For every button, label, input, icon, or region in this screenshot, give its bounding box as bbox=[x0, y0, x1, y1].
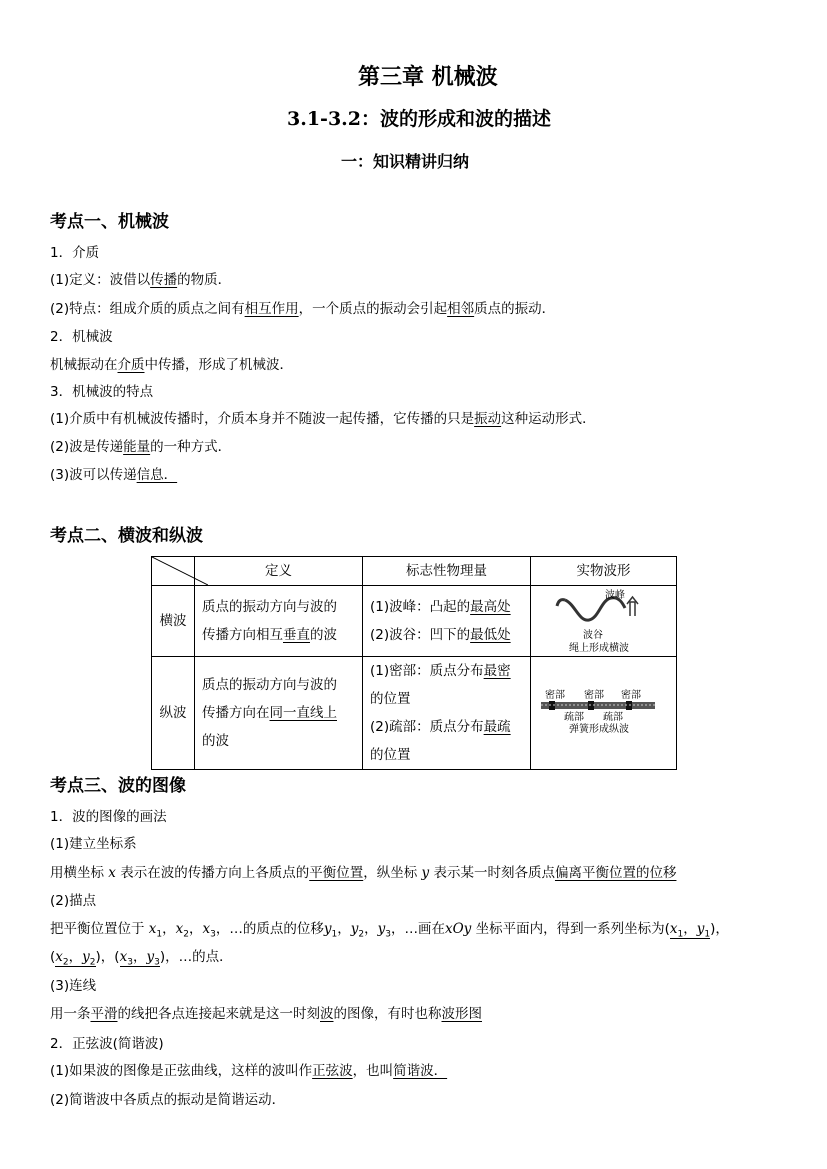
longitudinal-caption: 弹簧形成纵波 bbox=[569, 724, 629, 735]
definition-cell: 质点的振动方向与波的 传播方向相互垂直的波 bbox=[195, 586, 363, 657]
kp1-line: (1)介质中有机械波传播时，介质本身并不随波一起传播，它传播的只是振动这种运动形式． bbox=[50, 411, 596, 427]
kp3-line: (2)描点 bbox=[50, 893, 97, 909]
row-label: 纵波 bbox=[152, 657, 195, 770]
kp3-line: (2)简谐波中各质点的振动是简谐运动． bbox=[50, 1092, 286, 1108]
kp1-heading: 考点一、机械波 bbox=[50, 212, 169, 232]
chapter-title: 第三章 机械波 bbox=[358, 64, 498, 90]
kp1-line: 2．机械波 bbox=[50, 329, 113, 345]
transverse-wave-figure bbox=[531, 586, 677, 657]
kp3-line: (3)连线 bbox=[50, 978, 97, 994]
peak-label: 波峰 bbox=[605, 590, 625, 601]
kp3-line: 2．正弦波(简谐波) bbox=[50, 1036, 164, 1052]
table-header: 标志性物理量 bbox=[363, 557, 531, 586]
table-corner-cell bbox=[152, 557, 195, 586]
longitudinal-wave-figure bbox=[531, 657, 677, 770]
sparse-label: 疏部 bbox=[603, 712, 623, 723]
kp3-heading: 考点三、波的图像 bbox=[50, 776, 186, 796]
dense-label: 密部 bbox=[621, 690, 641, 701]
table-row bbox=[152, 586, 677, 657]
kp3-line: (1)建立坐标系 bbox=[50, 836, 137, 852]
rope-wave-illustration bbox=[531, 586, 664, 656]
table-header: 定义 bbox=[195, 557, 363, 586]
kp3-line: 1．波的图像的画法 bbox=[50, 809, 167, 825]
kp1-line: (1)定义：波借以传播的物质． bbox=[50, 272, 232, 288]
kp3-line: 用一条平滑的线把各点连接起来就是这一时刻波的图像，有时也称波形图 bbox=[50, 1006, 482, 1022]
kp3-line: (1)如果波的图像是正弦曲线，这样的波叫作正弦波，也叫简谐波． bbox=[50, 1063, 448, 1079]
sparse-label: 疏部 bbox=[564, 712, 584, 723]
transverse-caption: 绳上形成横波 bbox=[569, 643, 629, 654]
table-header: 实物波形 bbox=[531, 557, 677, 586]
kp1-line: 3．机械波的特点 bbox=[50, 384, 154, 400]
kp3-line: 用横坐标 x 表示在波的传播方向上各质点的平衡位置，纵坐标 y 表示某一时刻各质点偏离平衡位置的位移 bbox=[50, 865, 677, 881]
kp3-line: ($x_2$，$y_2$)，($x_3$，$y_3$)，…的点． bbox=[50, 949, 233, 968]
table-row bbox=[152, 657, 677, 770]
dense-label: 密部 bbox=[584, 690, 604, 701]
wave-type-table bbox=[151, 556, 677, 770]
kp1-line: 机械振动在介质中传播，形成了机械波． bbox=[50, 357, 293, 373]
kp1-line: (2)波是传递能量的一种方式． bbox=[50, 439, 232, 455]
lesson-title: 3.1-3.2：波的形成和波的描述 bbox=[287, 108, 551, 130]
section-title: 一：知识精讲归纳 bbox=[341, 152, 470, 171]
trough-label: 波谷 bbox=[583, 630, 603, 641]
definition-cell: 质点的振动方向与波的 传播方向在同一直线上 的波 bbox=[195, 657, 363, 770]
quantity-cell: (1)密部：质点分布最密 的位置 (2)疏部：质点分布最疏 的位置 bbox=[363, 657, 531, 770]
row-label: 横波 bbox=[152, 586, 195, 657]
dense-label: 密部 bbox=[545, 690, 565, 701]
kp1-line: (2)特点：组成介质的质点之间有相互作用，一个质点的振动会引起相邻质点的振动． bbox=[50, 301, 556, 317]
spring-wave-illustration bbox=[531, 657, 664, 769]
diagonal-divider bbox=[152, 557, 208, 585]
kp1-line: 1．介质 bbox=[50, 245, 100, 261]
kp1-line: (3)波可以传递信息． bbox=[50, 467, 178, 483]
quantity-cell: (1)波峰：凸起的最高处 (2)波谷：凹下的最低处 bbox=[363, 586, 531, 657]
kp3-line: 把平衡位置位于 $x_1$，$x_2$，$x_3$，…的质点的位移$y_1$，$y_2$，$y_3$，…画在xOy 坐标平面内，得到一系列坐标为($x_1$，$y_1$)， bbox=[50, 921, 729, 940]
kp2-heading: 考点二、横波和纵波 bbox=[50, 526, 203, 546]
